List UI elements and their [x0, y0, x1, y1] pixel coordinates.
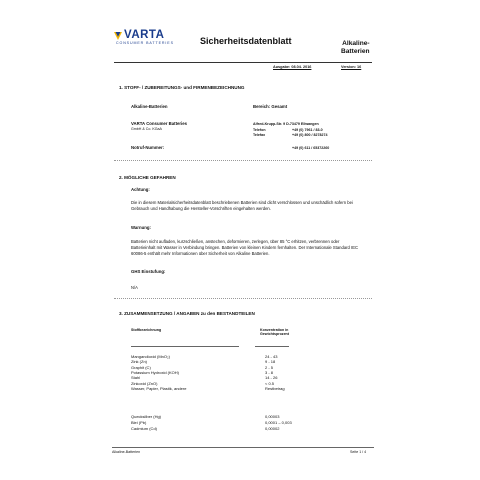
company-name: VARTA Consumer Batteries — [131, 121, 188, 126]
achtung-label: Achtung: — [131, 187, 150, 192]
phone-number: +49 (0) 7961 / 83-0 — [292, 128, 323, 132]
table-row-substance: Blei (Pb) — [131, 420, 147, 425]
table-row-concentration: < 0.5 — [265, 380, 275, 386]
column-header-substance: Stoffbezeichnung — [131, 328, 162, 332]
version-number: Version: 16 — [341, 65, 362, 69]
fax-number: +49 (0) 800 / 8278274 — [292, 133, 328, 137]
column-header-concentration-line1: Konzentration in — [260, 328, 289, 332]
company-address: Alfred-Krupp-Str. 9 D-73479 Ellwangen — [253, 122, 319, 126]
product-title-line2: Batterien — [341, 48, 370, 55]
achtung-text: Die in diesem Materialsicherheitsdatenblatt beschriebenen Batterien sind dicht verschlossen und unschädlich sofern bei Gebrauch und Handhabung die Hersteller-Vorschriften eingehalten werden. — [131, 200, 353, 211]
table-row-concentration: 2 - 5 — [265, 364, 274, 370]
area-label: Bereich: Gesamt — [253, 104, 288, 109]
brand-logo-subtext: CONSUMER BATTERIES — [116, 41, 174, 45]
varta-logo-icon — [114, 32, 122, 40]
table-rule-right — [255, 346, 289, 347]
table-row-substance: Zinkoxid (ZnO) — [131, 380, 158, 386]
emergency-number: +49 (0) 611 / 65372260 — [292, 146, 330, 150]
company-legal-form: GmbH & Co. KGaA — [131, 127, 162, 131]
section-2-divider — [114, 298, 372, 299]
brand-logo-text: VARTA — [124, 29, 165, 41]
table-row-substance: Quecksilber (Hg) — [131, 414, 162, 419]
section-1-divider — [114, 160, 372, 161]
table-row-concentration: 14 - 26 — [265, 375, 278, 381]
footer-page-number: Seite 1 / 4 — [350, 450, 367, 454]
fax-label: Telefax — [253, 133, 266, 137]
product-name: Alkaline-Batterien — [131, 104, 168, 109]
document-title: Sicherheitsdatenblatt — [200, 36, 292, 46]
section-3-heading: 3. ZUSAMMENSETZUNG / ANGABEN zu den BESTANDTEILEN — [119, 311, 255, 316]
table-row-concentration: 24 - 43 — [265, 354, 278, 359]
section-1-heading: 1. STOFF- / ZUBEREITUNGS- und FIRMENBEZEICHNUNG — [119, 85, 245, 90]
ghs-label: GHS Einstufung: — [131, 269, 166, 274]
table-row-concentration: 0,00002 — [265, 426, 280, 431]
table-row-concentration: Restbetrag — [265, 385, 285, 391]
table-row-concentration: 9 - 18 — [265, 359, 276, 365]
footer-product: Alkaline-Batterien — [112, 450, 141, 454]
phone-label: Telefon — [253, 128, 266, 132]
table-row-substance: Stahl — [131, 375, 141, 381]
table-row-substance: Wasser, Papier, Plastik, andere — [131, 385, 187, 391]
table-rule-left — [131, 346, 239, 347]
issue-date: Ausgabe: 08.04. 2016 — [273, 65, 312, 69]
warnung-label: Warnung: — [131, 225, 151, 230]
table-row-substance: Mangandioxid (MnO₂) — [131, 354, 170, 359]
table-row-substance: Cadmium (Cd) — [131, 426, 158, 431]
table-row-substance: Zink (Zn) — [131, 359, 147, 365]
section-2-heading: 2. MÖGLICHE GEFAHREN — [119, 175, 176, 180]
footer-rule — [112, 447, 374, 448]
table-row-concentration: 3 - 8 — [265, 369, 274, 375]
product-title — [341, 40, 370, 56]
product-title-line1: Alkaline- — [342, 40, 370, 47]
emergency-label: Notruf-Nummer: — [131, 145, 165, 150]
header-rule — [114, 62, 372, 63]
warnung-text: Batterien nicht aufladen, kurzschließen, anstechen, deformieren, zerlegen, über 85 °C erhitzen, verbrennen oder Batterieinhalt mit Wasser in Verbindung bringen. Batterien von kleinen Kindern fernhalten. Der Internationale Standard IEC 60086-5 enthält mehr Informationen über Sicherheit von Alkaline Batterien. — [131, 239, 359, 256]
column-header-concentration-line2: Gewichtsprozent — [260, 332, 289, 336]
column-header-concentration — [260, 328, 289, 336]
ghs-value: N/A — [131, 285, 138, 290]
table-row-concentration: 0,0001 – 0,003 — [265, 420, 292, 425]
table-row-concentration: 0,00003 — [265, 414, 280, 419]
table-row-substance: Potassium Hydroxid (KOH) — [131, 369, 180, 375]
table-row-substance: Graphit (C) — [131, 364, 151, 370]
